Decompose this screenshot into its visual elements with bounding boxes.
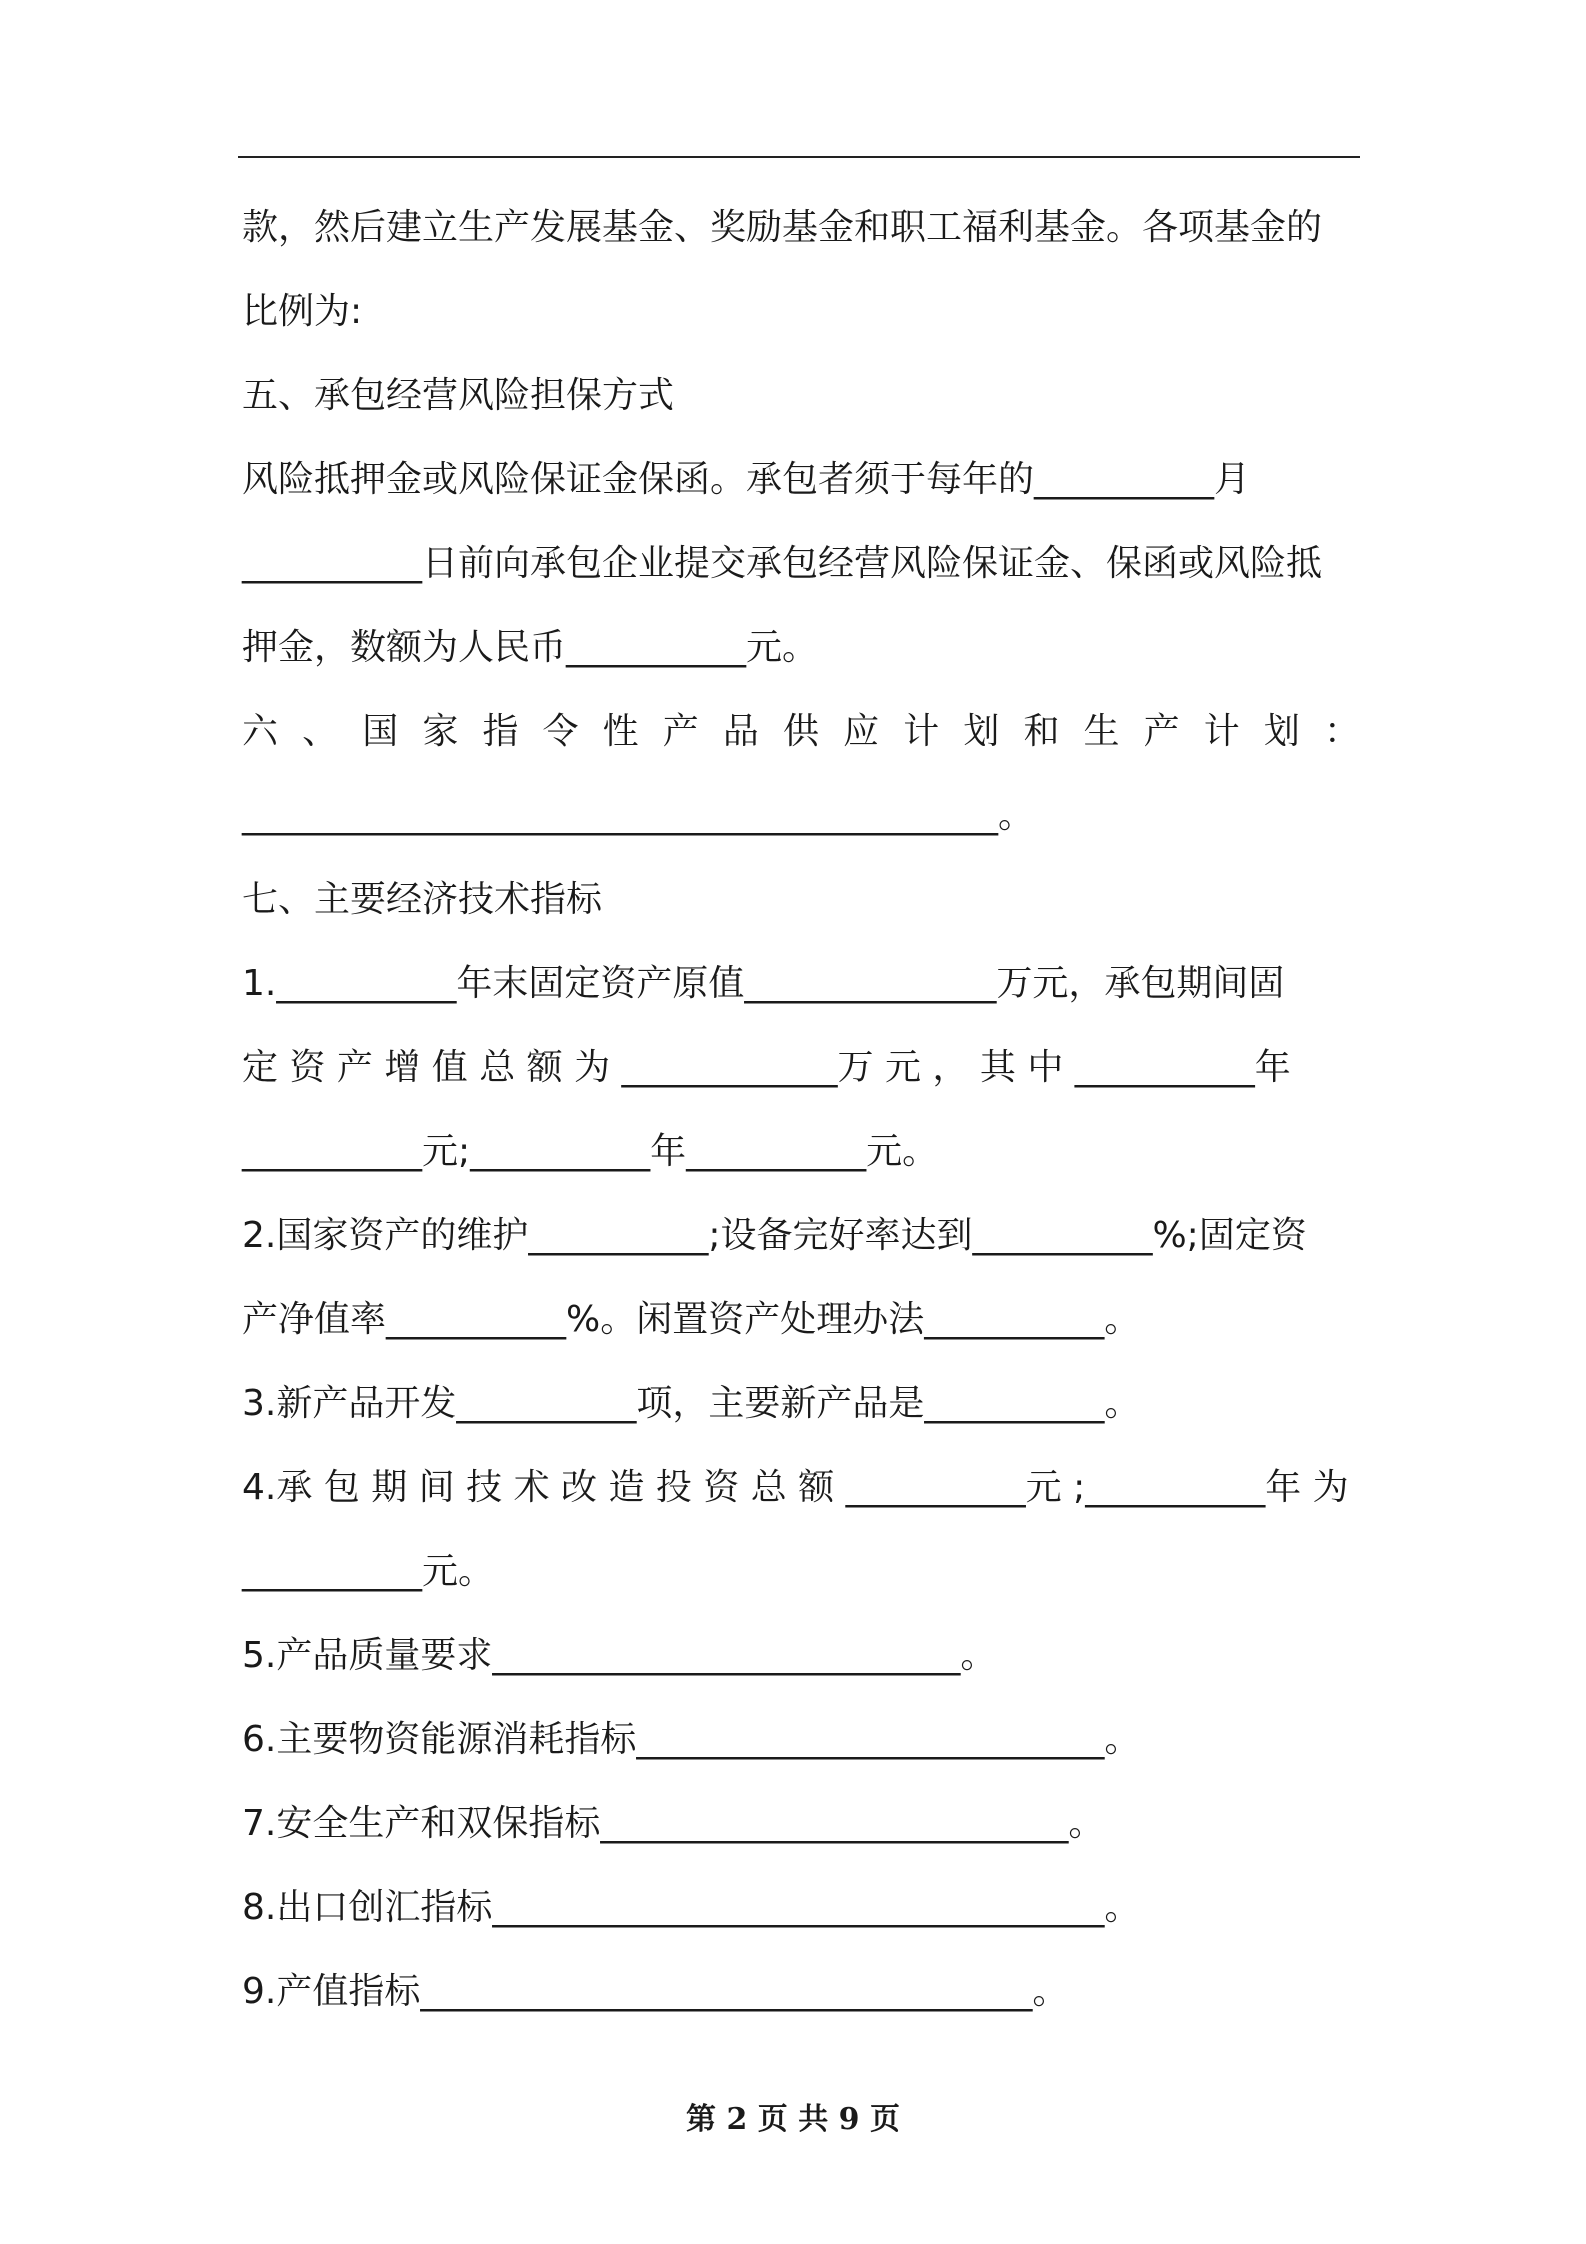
body-line-22: 9.产值指标__________________________________。 — [242, 1971, 1069, 2012]
header-rule — [238, 156, 1360, 158]
page-number-footer: 第 2 页 共 9 页 — [686, 2102, 900, 2137]
body-line-12: __________元;__________年__________元。 — [242, 1131, 939, 1172]
body-line-20: 7.安全生产和双保指标__________________________。 — [242, 1803, 1105, 1844]
body-line-18: 5.产品质量要求__________________________。 — [242, 1635, 997, 1676]
body-line-6: 押金，数额为人民币__________元。 — [242, 627, 819, 668]
body-line-11: 定 资 产 增 值 总 额 为 ____________万 元 ， 其 中 __________年 — [242, 1047, 1291, 1088]
body-line-4: 风险抵押金或风险保证金保函。承包者须于每年的__________月 — [242, 459, 1251, 500]
body-line-21: 8.出口创汇指标__________________________________。 — [242, 1887, 1141, 1928]
section-heading-7: 七、主要经济技术指标 — [242, 879, 603, 920]
body-line-1: 款，然后建立生产发展基金、奖励基金和职工福利基金。各项基金的 — [242, 207, 1323, 248]
section-heading-6: 六 、 国 家 指 令 性 产 品 供 应 计 划 和 生 产 计 划 ： — [242, 711, 1360, 752]
body-line-17: __________元。 — [242, 1551, 495, 1592]
body-line-15: 3.新产品开发__________项，主要新产品是__________。 — [242, 1383, 1141, 1424]
section-heading-5: 五、承包经营风险担保方式 — [242, 375, 675, 416]
body-line-13: 2.国家资产的维护__________;设备完好率达到__________%;固定资 — [242, 1215, 1307, 1256]
body-line-8: __________________________________________。 — [242, 795, 1034, 836]
body-line-16: 4.承 包 期 间 技 术 改 造 投 资 总 额 __________元 ;__________年 为 — [242, 1467, 1349, 1508]
body-line-19: 6.主要物资能源消耗指标__________________________。 — [242, 1719, 1141, 1760]
body-line-5: __________日前向承包企业提交承包经营风险保证金、保函或风险抵 — [242, 543, 1323, 584]
body-line-10: 1.__________年末固定资产原值______________万元，承包期间固 — [242, 963, 1285, 1004]
body-line-2: 比例为: — [242, 291, 363, 332]
body-line-14: 产净值率__________%。闲置资产处理办法__________。 — [242, 1299, 1141, 1340]
